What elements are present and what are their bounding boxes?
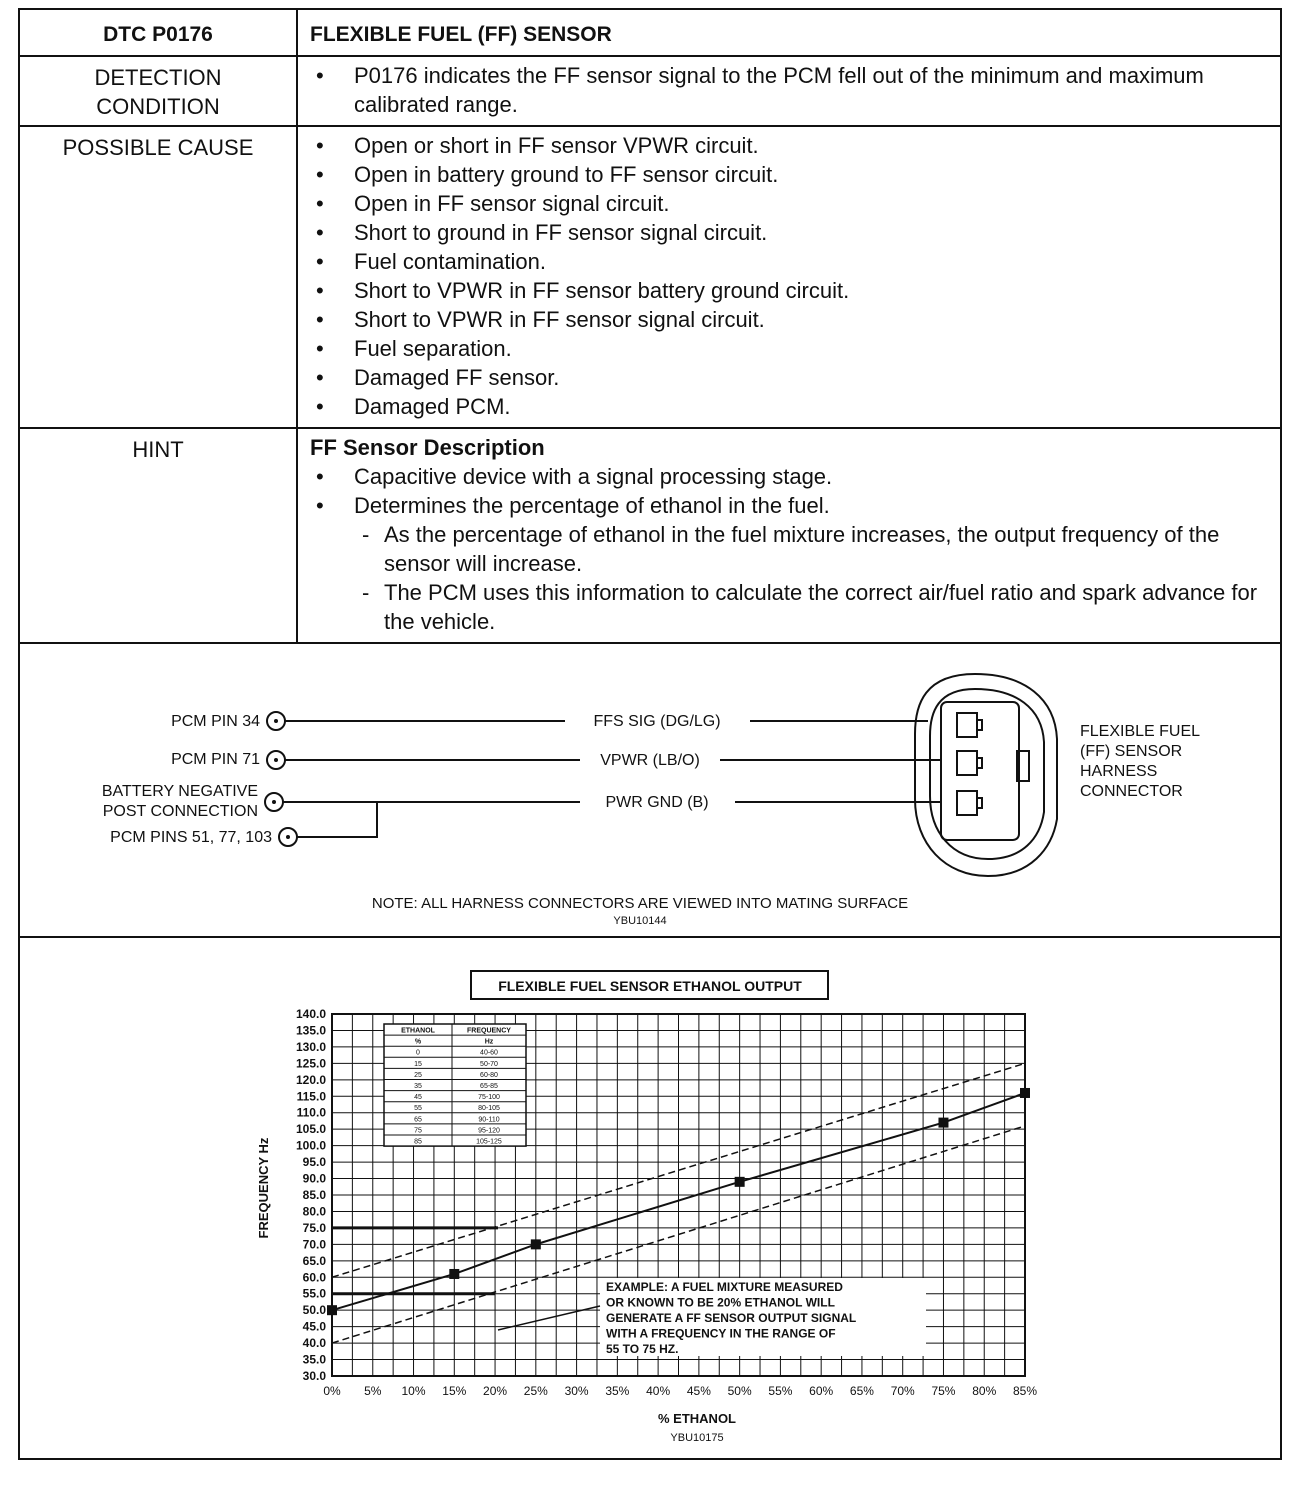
detection-label-line: CONDITION bbox=[96, 94, 220, 119]
connector-label: FLEXIBLE FUEL bbox=[1080, 723, 1201, 740]
causes-content bbox=[297, 126, 1281, 428]
y-tick-label: 60.0 bbox=[302, 1270, 326, 1285]
y-tick-label: 115.0 bbox=[296, 1089, 326, 1104]
table-cell: 75-100 bbox=[478, 1094, 500, 1102]
detection-label-line: DETECTION bbox=[94, 65, 222, 90]
x-tick-label: 80% bbox=[972, 1384, 997, 1398]
chart-cell bbox=[19, 937, 1281, 1459]
data-point bbox=[735, 1177, 745, 1187]
sub-list-item: - The PCM uses this information to calculate the correct air/fuel ratio and spark advance for the vehicle. bbox=[354, 578, 1272, 636]
wire-label: FFS SIG (DG/LG) bbox=[593, 713, 721, 730]
x-tick-label: 60% bbox=[809, 1384, 834, 1398]
dtc-table bbox=[18, 8, 1282, 1460]
y-tick-label: 95.0 bbox=[302, 1155, 326, 1170]
y-tick-label: 105.0 bbox=[295, 1122, 326, 1137]
data-point bbox=[1020, 1088, 1030, 1098]
x-tick-label: 25% bbox=[523, 1384, 548, 1398]
hint-list bbox=[310, 462, 1272, 636]
x-tick-label: 10% bbox=[401, 1384, 426, 1398]
table-cell: % bbox=[414, 1038, 422, 1046]
wiring-diagram bbox=[20, 644, 1280, 936]
list-item: • Damaged PCM. bbox=[310, 392, 1272, 421]
list-item-text: Determines the percentage of ethanol in the fuel. bbox=[354, 493, 830, 518]
connector-label: (FF) SENSOR bbox=[1080, 743, 1183, 760]
sub-list-item: - As the percentage of ethanol in the fuel mixture increases, the output frequency of the sensor will increase. bbox=[354, 520, 1272, 578]
x-tick-label: 55% bbox=[768, 1384, 793, 1398]
y-tick-label: 135.0 bbox=[295, 1023, 326, 1038]
causes-row bbox=[19, 126, 1281, 428]
chart-ref: YBU10175 bbox=[670, 1432, 724, 1444]
connector-icon bbox=[915, 674, 1057, 876]
y-tick-label: 40.0 bbox=[302, 1336, 326, 1351]
y-tick-label: 65.0 bbox=[302, 1253, 326, 1268]
y-axis-label: FREQUENCY Hz bbox=[256, 1137, 271, 1239]
table-cell: 60-80 bbox=[480, 1071, 498, 1079]
table-cell: 35 bbox=[414, 1083, 422, 1090]
x-tick-label: 40% bbox=[646, 1384, 671, 1398]
x-tick-label: 15% bbox=[442, 1384, 467, 1398]
x-axis bbox=[323, 1384, 1037, 1398]
list-item: • Short to VPWR in FF sensor signal circuit. bbox=[310, 305, 1272, 334]
y-tick-label: 70.0 bbox=[302, 1237, 326, 1252]
data-point bbox=[531, 1239, 541, 1249]
annotation-line: 55 TO 75 HZ. bbox=[606, 1342, 679, 1356]
x-tick-label: 65% bbox=[849, 1384, 874, 1398]
x-tick-label: 0% bbox=[323, 1384, 341, 1398]
y-tick-label: 100.0 bbox=[295, 1138, 326, 1153]
table-cell: 50-70 bbox=[480, 1060, 498, 1068]
chart-title: FLEXIBLE FUEL SENSOR ETHANOL OUTPUT bbox=[498, 978, 802, 994]
y-tick-label: 85.0 bbox=[302, 1188, 326, 1202]
hint-content bbox=[297, 428, 1281, 643]
wire-label: VPWR (LB/O) bbox=[600, 752, 700, 769]
x-tick-label: 20% bbox=[483, 1384, 508, 1398]
hint-row bbox=[19, 428, 1281, 643]
annotation-line: OR KNOWN TO BE 20% ETHANOL WILL bbox=[606, 1295, 835, 1310]
table-cell: 80-105 bbox=[478, 1105, 500, 1113]
table-cell: 40-60 bbox=[480, 1049, 498, 1057]
list-item: • Open in FF sensor signal circuit. bbox=[310, 189, 1272, 218]
table-cell: 95-120 bbox=[478, 1127, 500, 1135]
list-item: • Open or short in FF sensor VPWR circuit. bbox=[310, 131, 1272, 160]
causes-label: POSSIBLE CAUSE bbox=[19, 126, 297, 428]
connector-label: CONNECTOR bbox=[1080, 783, 1183, 800]
x-tick-label: 70% bbox=[890, 1384, 915, 1398]
y-tick-label: 50.0 bbox=[302, 1303, 326, 1318]
wire-label: PWR GND (B) bbox=[605, 794, 709, 811]
chart-table bbox=[384, 1024, 526, 1146]
wiring-row bbox=[19, 643, 1281, 937]
pin-label: PCM PIN 34 bbox=[171, 713, 260, 730]
data-point bbox=[327, 1305, 337, 1315]
table-cell: FREQUENCY bbox=[467, 1027, 511, 1035]
table-cell: 25 bbox=[414, 1071, 422, 1079]
table-cell: 45 bbox=[414, 1094, 422, 1102]
y-tick-label: 45.0 bbox=[302, 1319, 326, 1334]
table-cell: 0 bbox=[416, 1049, 420, 1057]
x-tick-label: 5% bbox=[364, 1384, 382, 1398]
y-axis bbox=[296, 1007, 326, 1383]
table-cell: 65-85 bbox=[480, 1083, 498, 1090]
pin-label: BATTERY NEGATIVE bbox=[101, 783, 258, 800]
y-tick-label: 110.0 bbox=[296, 1105, 326, 1120]
x-tick-label: 30% bbox=[564, 1384, 589, 1398]
hint-label: HINT bbox=[19, 428, 297, 643]
table-cell: 90-110 bbox=[478, 1116, 500, 1124]
list-item: • Short to ground in FF sensor signal circuit. bbox=[310, 218, 1272, 247]
list-item: • Fuel contamination. bbox=[310, 247, 1272, 276]
wiring-ref: YBU10144 bbox=[613, 915, 667, 927]
annotation-line: WITH A FREQUENCY IN THE RANGE OF bbox=[606, 1326, 836, 1341]
chart-row bbox=[19, 937, 1281, 1459]
x-tick-label: 35% bbox=[605, 1384, 630, 1398]
pin-label: POST CONNECTION bbox=[102, 803, 258, 820]
data-point bbox=[938, 1118, 948, 1128]
x-tick-label: 85% bbox=[1012, 1384, 1038, 1398]
list-item bbox=[310, 491, 1272, 636]
list-item: • P0176 indicates the FF sensor signal to the PCM fell out of the minimum and maximum calibrated range. bbox=[310, 61, 1272, 119]
wire-line bbox=[297, 802, 377, 837]
list-item: • Fuel separation. bbox=[310, 334, 1272, 363]
y-tick-label: 35.0 bbox=[302, 1352, 326, 1367]
table-cell: Hz bbox=[484, 1038, 494, 1046]
wiring-cell bbox=[19, 643, 1281, 937]
connector-label: HARNESS bbox=[1080, 763, 1158, 780]
y-tick-label: 55.0 bbox=[302, 1286, 326, 1301]
table-cell: 15 bbox=[414, 1060, 422, 1068]
header-row bbox=[19, 9, 1281, 56]
x-axis-label: % ETHANOL bbox=[658, 1411, 736, 1426]
x-tick-label: 75% bbox=[931, 1384, 956, 1398]
y-tick-label: 140.0 bbox=[295, 1007, 326, 1021]
table-cell: 85 bbox=[414, 1138, 422, 1146]
detection-row bbox=[19, 56, 1281, 126]
wiring-note: NOTE: ALL HARNESS CONNECTORS ARE VIEWED INTO MATING SURFACE bbox=[371, 895, 909, 912]
hint-sublist bbox=[354, 520, 1272, 636]
hint-title: FF Sensor Description bbox=[310, 435, 545, 460]
detection-label bbox=[19, 56, 297, 126]
table-cell: 105-125 bbox=[476, 1138, 502, 1146]
annotation-line: EXAMPLE: A FUEL MIXTURE MEASURED bbox=[606, 1280, 843, 1294]
table-cell: 75 bbox=[414, 1127, 422, 1135]
table-cell: ETHANOL bbox=[401, 1027, 435, 1035]
y-tick-label: 120.0 bbox=[295, 1072, 326, 1087]
list-item: • Open in battery ground to FF sensor circuit. bbox=[310, 160, 1272, 189]
data-point bbox=[449, 1269, 459, 1279]
table-frame bbox=[384, 1024, 526, 1146]
y-tick-label: 90.0 bbox=[302, 1171, 326, 1186]
y-tick-label: 75.0 bbox=[302, 1220, 326, 1235]
table-cell: 55 bbox=[414, 1105, 422, 1113]
causes-list bbox=[310, 131, 1272, 421]
x-tick-label: 45% bbox=[686, 1384, 711, 1398]
y-tick-label: 80.0 bbox=[302, 1204, 326, 1219]
pin-label: PCM PINS 51, 77, 103 bbox=[110, 829, 272, 846]
dtc-code: DTC P0176 bbox=[19, 9, 297, 56]
pin-label: PCM PIN 71 bbox=[171, 751, 260, 768]
y-tick-label: 130.0 bbox=[295, 1039, 326, 1054]
list-item: • Capacitive device with a signal processing stage. bbox=[310, 462, 1272, 491]
detection-list bbox=[310, 61, 1272, 119]
x-tick-label: 50% bbox=[727, 1384, 752, 1398]
list-item: • Short to VPWR in FF sensor battery ground circuit. bbox=[310, 276, 1272, 305]
ethanol-chart bbox=[20, 938, 1280, 1458]
dtc-title: FLEXIBLE FUEL (FF) SENSOR bbox=[297, 9, 1281, 56]
annotation-line: GENERATE A FF SENSOR OUTPUT SIGNAL bbox=[606, 1311, 857, 1325]
list-item: • Damaged FF sensor. bbox=[310, 363, 1272, 392]
y-tick-label: 125.0 bbox=[295, 1056, 326, 1071]
y-tick-label: 30.0 bbox=[302, 1369, 326, 1383]
detection-content bbox=[297, 56, 1281, 126]
table-cell: 65 bbox=[414, 1116, 422, 1124]
